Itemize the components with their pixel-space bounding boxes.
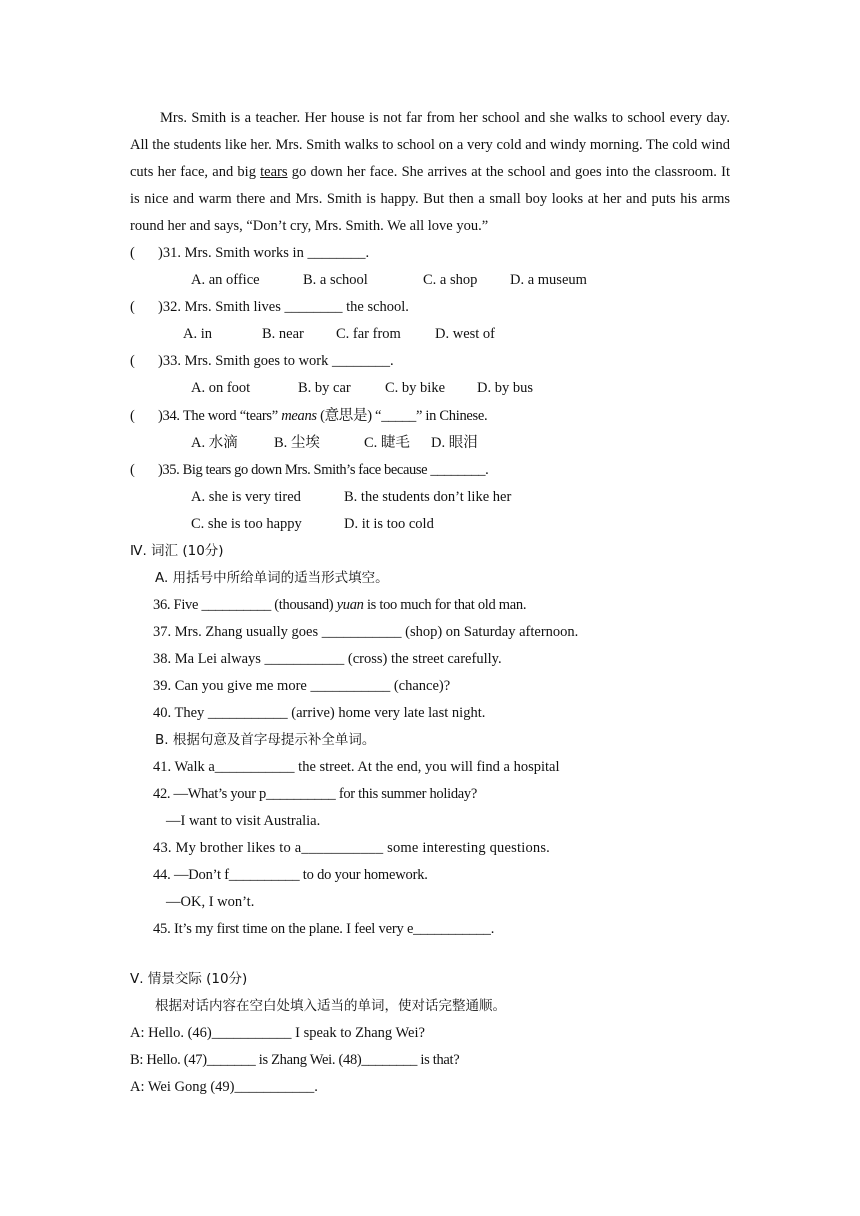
option-c: C. 睫毛 bbox=[364, 435, 410, 451]
question-43: 43. My brother likes to a___________ some interesting questions. bbox=[153, 840, 551, 856]
option-c: C. far from bbox=[336, 326, 401, 342]
question-32: ( )32. Mrs. Smith lives ________ the school. bbox=[130, 299, 409, 315]
question-40: 40. They ___________ (arrive) home very late last night. bbox=[153, 705, 486, 721]
option-a: A. 水滴 bbox=[191, 435, 238, 451]
option-d: D. it is too cold bbox=[344, 516, 434, 532]
option-b: B. a school bbox=[303, 272, 368, 288]
question-41: 41. Walk a___________ the street. At the end, you will find a hospital bbox=[153, 759, 560, 775]
dialogue-line-2: B: Hello. (47)_______ is Zhang Wei. (48)________ is that? bbox=[130, 1052, 460, 1068]
section-5-instruction: 根据对话内容在空白处填入适当的单词，使对话完整通顺。 bbox=[155, 998, 506, 1014]
reading-passage bbox=[130, 105, 730, 240]
option-d: D. a museum bbox=[510, 272, 587, 288]
section-4-heading: Ⅳ. 词汇 (10分) bbox=[130, 543, 224, 559]
option-c: C. she is too happy bbox=[191, 516, 302, 532]
question-34: ( )34. The word “tears” means (意思是) “_____” in Chinese. bbox=[130, 408, 488, 424]
section-4-part-b: B. 根据句意及首字母提示补全单词。 bbox=[155, 732, 376, 748]
question-36: 36. Five __________ (thousand) yuan is too much for that old man. bbox=[153, 597, 527, 613]
section-5-heading: Ⅴ. 情景交际 (10分) bbox=[130, 971, 248, 987]
option-b: B. by car bbox=[298, 380, 351, 396]
option-a: A. in bbox=[183, 326, 212, 342]
dialogue-line-3: A: Wei Gong (49)___________. bbox=[130, 1079, 318, 1095]
passage-text-after: go down her face. She arrives at the school and goes into the classroom. It is nice and warm there and Mrs. Smith is happy. But then a small boy looks at her and puts his arms round her and says, “Don’t cry, Mrs. Smith. We all love you.” bbox=[130, 164, 730, 234]
option-a: A. she is very tired bbox=[191, 489, 301, 505]
option-a: A. an office bbox=[191, 272, 260, 288]
option-d: D. west of bbox=[435, 326, 496, 342]
option-d: D. 眼泪 bbox=[431, 435, 478, 451]
question-37: 37. Mrs. Zhang usually goes ___________ (shop) on Saturday afternoon. bbox=[153, 624, 579, 640]
section-4-part-a: A. 用括号中所给单词的适当形式填空。 bbox=[155, 570, 389, 586]
question-44: 44. —Don’t f__________ to do your homework. bbox=[153, 867, 428, 883]
question-39: 39. Can you give me more ___________ (chance)? bbox=[153, 678, 451, 694]
question-45: 45. It’s my first time on the plane. I feel very e___________. bbox=[153, 921, 495, 937]
passage-underlined-word: tears bbox=[260, 164, 288, 180]
question-33: ( )33. Mrs. Smith goes to work ________. bbox=[130, 353, 394, 369]
question-31: ( )31. Mrs. Smith works in ________. bbox=[130, 245, 370, 261]
option-b: B. near bbox=[262, 326, 304, 342]
option-a: A. on foot bbox=[191, 380, 251, 396]
passage-text-before: Mrs. Smith is a teacher. Her house is not far from her school and she walks to school every day. All the students like her. Mrs. Smith walks to school on a very cold and windy morning. The cold wind cuts her face, and big bbox=[130, 110, 730, 180]
question-42-reply: —I want to visit Australia. bbox=[166, 813, 321, 829]
option-c: C. by bike bbox=[385, 380, 446, 396]
option-c: C. a shop bbox=[423, 272, 478, 288]
option-d: D. by bus bbox=[477, 380, 533, 396]
question-42: 42. —What’s your p__________ for this summer holiday? bbox=[153, 786, 478, 802]
option-b: B. 尘埃 bbox=[274, 435, 320, 451]
question-35: ( )35. Big tears go down Mrs. Smith’s face because ________. bbox=[130, 462, 489, 478]
question-44-reply: —OK, I won’t. bbox=[166, 894, 255, 910]
question-38: 38. Ma Lei always ___________ (cross) the street carefully. bbox=[153, 651, 502, 667]
dialogue-line-1: A: Hello. (46)___________ I speak to Zhang Wei? bbox=[130, 1025, 425, 1041]
option-b: B. the students don’t like her bbox=[344, 489, 512, 505]
